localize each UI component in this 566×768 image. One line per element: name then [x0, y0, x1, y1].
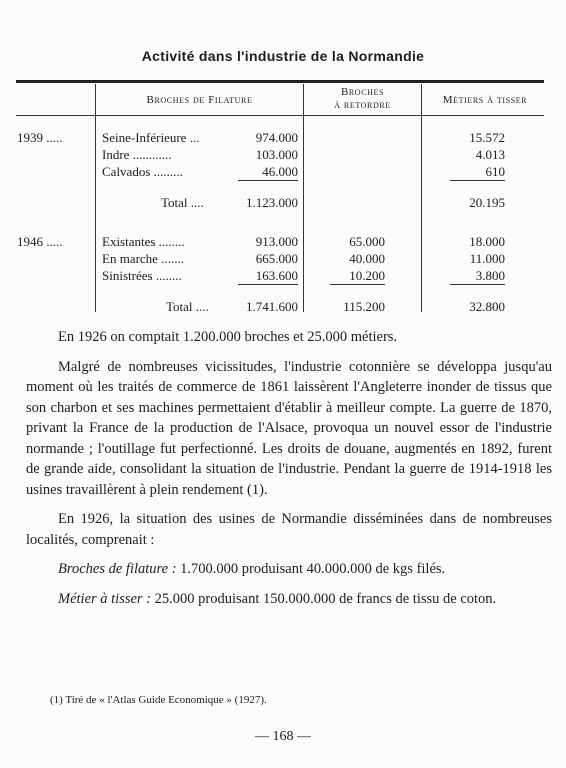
paragraph: Malgré de nombreuses vicissitudes, l'industrie cotonnière se développa jusqu'au moment où les traités de commerce de 1861 laissèrent l'Angleterre inonder de tissus que son charbon et ses machines permettaient d'établir à meilleur compte. La guerre de 1870, privant la France de la production de l'Alsace, provoqua un nouvel essor de l'industrie normande ; l'outillage fut perfectionné. Les droits de douane, augmentés en 1892, furent de grande aide, consolidant la situation de l'industrie. Pendant la guerre de 1914-1918 les usines travaillèrent à plein rendement (1).: [26, 358, 552, 498]
total-broches: 1.123.000: [246, 195, 298, 210]
total-broches: 1.741.600: [246, 299, 298, 314]
header-retordre-line1: Broches: [340, 86, 385, 98]
cell-metiers: 4.013: [475, 147, 505, 162]
cell-metiers: 18.000: [469, 234, 505, 249]
header-retordre-line2: à retordre: [334, 99, 391, 111]
table-top-rule: [16, 80, 544, 83]
paragraph: [26, 589, 552, 610]
footnote: (1) Tiré de « l'Atlas Guide Economique » (1927).: [50, 694, 267, 706]
table-column-divider: [303, 84, 304, 312]
row-label: Calvados .........: [102, 164, 183, 179]
row-label: Seine-Inférieure ...: [102, 130, 200, 145]
cell-broches: 103.000: [255, 147, 298, 162]
cell-broches: 46.000: [238, 164, 298, 181]
row-label: Sinistrées ........: [102, 268, 182, 283]
total-label: Total ....: [166, 299, 209, 314]
row-label: Indre ............: [102, 147, 172, 162]
year-label: 1939 .....: [17, 130, 63, 145]
page-number: — 168 —: [255, 729, 311, 744]
cell-metiers: 610: [450, 164, 505, 181]
paragraph: En 1926 on comptait 1.200.000 broches et 25.000 métiers.: [58, 329, 398, 345]
year-label: 1946 .....: [17, 234, 63, 249]
header-filature: Broches de Filature: [146, 94, 253, 106]
cell-broches: 163.600: [238, 268, 298, 285]
paragraph: En 1926, la situation des usines de Normandie disséminées dans de nombreuses localités, comprenait :: [26, 511, 552, 548]
paragraph-label: Broches de filature :: [58, 561, 177, 577]
total-label: Total ....: [161, 195, 204, 210]
cell-metiers: 11.000: [469, 251, 505, 266]
total-metiers: 32.800: [469, 299, 505, 314]
total-metiers: 20.195: [469, 195, 505, 210]
page-title: Activité dans l'industrie de la Normandie: [141, 48, 425, 64]
total-retordre: 115.200: [343, 299, 385, 314]
paragraph: [26, 559, 552, 580]
cell-retordre: 65.000: [349, 234, 385, 249]
cell-retordre: 10.200: [330, 268, 385, 285]
paragraph-text: 1.700.000 produisant 40.000.000 de kgs filés.: [180, 561, 446, 577]
row-label: En marche .......: [102, 251, 184, 266]
cell-broches: 913.000: [255, 234, 298, 249]
body-text: [26, 327, 552, 609]
cell-retordre: 40.000: [349, 251, 385, 266]
cell-broches: 974.000: [255, 130, 298, 145]
paragraph-text: 25.000 produisant 150.000.000 de francs de tissu de coton.: [154, 590, 497, 607]
cell-metiers: 15.572: [469, 130, 505, 145]
table-column-divider: [95, 84, 96, 312]
row-label: Existantes ........: [102, 234, 185, 249]
cell-broches: 665.000: [255, 251, 298, 266]
paragraph-label: Métier à tisser :: [58, 590, 152, 607]
header-metiers: Métiers à tisser: [442, 94, 528, 106]
cell-metiers: 3.800: [450, 268, 505, 285]
table-column-divider: [421, 84, 422, 312]
